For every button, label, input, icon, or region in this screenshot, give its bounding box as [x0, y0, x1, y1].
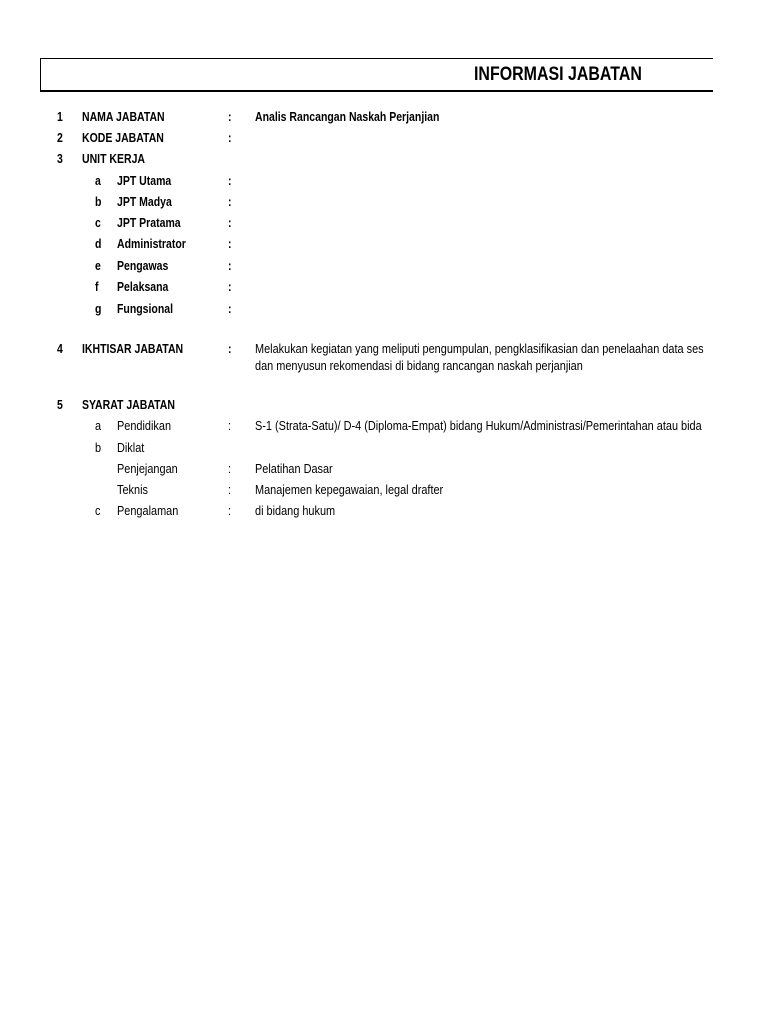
field-value: di bidang hukum [255, 503, 336, 518]
field-value: S-1 (Strata-Satu)/ D-4 (Diploma-Empat) bidang Hukum/Administrasi/Pemerintahan atau bida [255, 418, 702, 433]
field-label: UNIT KERJA [82, 152, 146, 166]
field-label: KODE JABATAN [82, 131, 164, 145]
sub-item-letter: b [95, 195, 102, 209]
field-value: Manajemen kepegawaian, legal drafter [255, 482, 444, 497]
item-number: 1 [57, 110, 63, 124]
field-label: NAMA JABATAN [82, 110, 165, 124]
row-unit-kerja [0, 151, 713, 167]
row-pendidikan [0, 418, 713, 434]
field-separator: : [228, 237, 232, 251]
row-teknis [0, 482, 713, 498]
field-label: Pendidikan [117, 418, 172, 433]
item-number: 3 [57, 152, 63, 166]
field-separator: : [228, 302, 232, 316]
field-value: Analis Rancangan Naskah Perjanjian [255, 110, 440, 124]
sub-item-letter: g [95, 302, 102, 316]
field-label: IKHTISAR JABATAN [82, 342, 184, 356]
sub-item-letter: a [95, 174, 101, 188]
field-separator: : [228, 259, 232, 273]
row-nama-jabatan [0, 109, 713, 125]
field-separator: : [228, 131, 232, 145]
field-label: SYARAT JABATAN [82, 398, 175, 412]
field-separator: : [228, 110, 232, 124]
row-diklat [0, 440, 713, 456]
field-separator: : [228, 418, 232, 433]
item-number: 5 [57, 398, 63, 412]
row-administrator [0, 236, 713, 252]
row-ikhtisar-jabatan [0, 341, 713, 357]
row-jpt-madya [0, 194, 713, 210]
field-value: dan menyusun rekomendasi di bidang rancangan naskah perjanjian [255, 358, 583, 373]
item-number: 2 [57, 131, 63, 145]
field-label: JPT Utama [117, 174, 172, 188]
item-number: 4 [57, 342, 63, 356]
field-label: Diklat [117, 440, 145, 455]
row-ikhtisar-jabatan-line-2 [0, 358, 713, 374]
field-separator: : [228, 216, 232, 230]
field-separator: : [228, 280, 232, 294]
field-separator: : [228, 482, 232, 497]
row-kode-jabatan [0, 130, 713, 146]
sub-item-letter: a [95, 418, 102, 433]
field-separator: : [228, 503, 232, 518]
field-separator: : [228, 342, 232, 356]
sub-item-letter: d [95, 237, 102, 251]
field-label: JPT Pratama [117, 216, 181, 230]
field-separator: : [228, 174, 232, 188]
field-separator: : [228, 461, 232, 476]
row-jpt-utama [0, 173, 713, 189]
field-label: Pelaksana [117, 280, 169, 294]
row-jpt-pratama [0, 215, 713, 231]
sub-item-letter: c [95, 216, 101, 230]
row-pengalaman [0, 503, 713, 519]
document-title: INFORMASI JABATAN [474, 64, 642, 85]
row-pengawas [0, 258, 713, 274]
sub-item-letter: e [95, 259, 101, 273]
field-label: Penjejangan [117, 461, 178, 476]
field-value: Pelatihan Dasar [255, 461, 333, 476]
row-syarat-jabatan [0, 397, 713, 413]
field-label: Administrator [117, 237, 186, 251]
field-label: Pengalaman [117, 503, 179, 518]
sub-item-letter: c [95, 503, 101, 518]
sub-item-letter: f [95, 280, 99, 294]
row-pelaksana [0, 279, 713, 295]
field-label: Teknis [117, 482, 148, 497]
sub-item-letter: b [95, 440, 102, 455]
row-penjejangan [0, 461, 713, 477]
row-fungsional [0, 301, 713, 317]
field-label: Pengawas [117, 259, 169, 273]
field-separator: : [228, 195, 232, 209]
field-label: JPT Madya [117, 195, 172, 209]
field-value: Melakukan kegiatan yang meliputi pengumpulan, pengklasifikasian dan penelaahan data ses [255, 341, 704, 356]
field-label: Fungsional [117, 302, 174, 316]
